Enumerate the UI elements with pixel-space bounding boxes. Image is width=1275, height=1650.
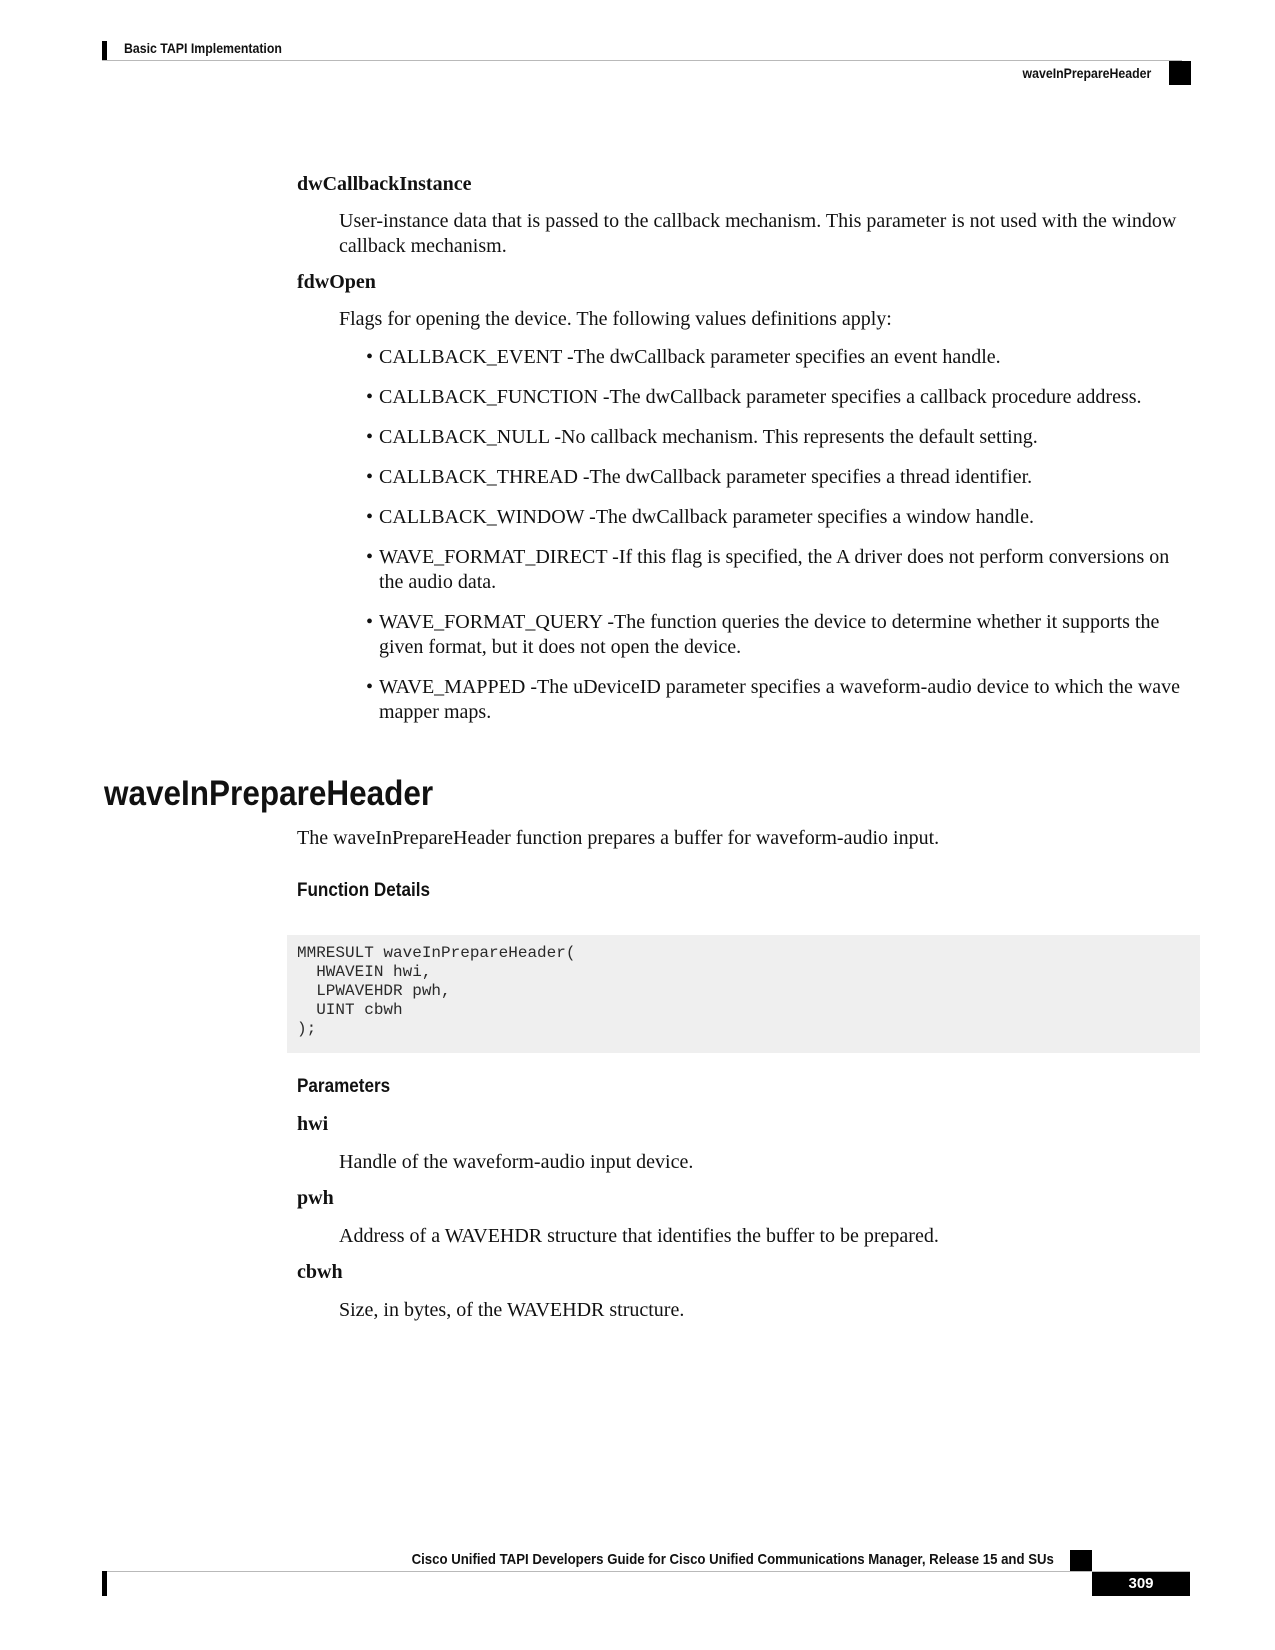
- parameters-heading: Parameters: [297, 1076, 391, 1097]
- function-details-heading: Function Details: [297, 880, 431, 901]
- flag-item: • WAVE_FORMAT_DIRECT -If this flag is specified, the A driver does not perform conversions on the audio data.: [366, 545, 1196, 595]
- header-section-title: waveInPrepareHeader: [1022, 65, 1151, 81]
- header-left-bar: [102, 41, 107, 60]
- section-title: waveInPrepareHeader: [104, 774, 434, 813]
- param-desc-hwi: Handle of the waveform-audio input device.: [339, 1151, 694, 1173]
- header-right-block: [1169, 61, 1191, 85]
- param-name-hwi: hwi: [297, 1113, 329, 1135]
- header-chapter-title: Basic TAPI Implementation: [124, 40, 282, 56]
- param-desc-cbwh: Size, in bytes, of the WAVEHDR structure.: [339, 1299, 685, 1321]
- flag-item: • CALLBACK_NULL -No callback mechanism. This represents the default setting.: [366, 425, 1196, 450]
- flag-item: • CALLBACK_THREAD -The dwCallback parameter specifies a thread identifier.: [366, 465, 1196, 490]
- code-block: [287, 935, 1200, 1053]
- flag-item: • WAVE_FORMAT_QUERY -The function queries the device to determine whether it supports the given format, but it does not open the device.: [366, 610, 1196, 660]
- footer-book-title: Cisco Unified TAPI Developers Guide for Cisco Unified Communications Manager, Release 15 and SUs: [411, 1551, 1054, 1568]
- flag-item: • CALLBACK_WINDOW -The dwCallback parameter specifies a window handle.: [366, 505, 1196, 530]
- section-intro: The waveInPrepareHeader function prepares a buffer for waveform-audio input.: [297, 827, 940, 849]
- param-name-pwh: pwh: [297, 1187, 334, 1209]
- page-number: 309: [1092, 1572, 1190, 1596]
- param-desc-dwcallbackinstance: User-instance data that is passed to the callback mechanism. This parameter is not used with the window callback mechanism.: [339, 210, 1177, 257]
- footer-left-bar: [102, 1571, 107, 1596]
- function-signature-code: MMRESULT waveInPrepareHeader( HWAVEIN hwi, LPWAVEHDR pwh, UINT cbwh );: [297, 944, 576, 1038]
- param-desc-pwh: Address of a WAVEHDR structure that identifies the buffer to be prepared.: [339, 1225, 939, 1247]
- flag-item: • CALLBACK_FUNCTION -The dwCallback parameter specifies a callback procedure address.: [366, 385, 1196, 410]
- param-name-cbwh: cbwh: [297, 1261, 343, 1283]
- header-rule: [102, 60, 1182, 61]
- param-name-dwcallbackinstance: dwCallbackInstance: [297, 173, 472, 195]
- param-desc-fdwopen: Flags for opening the device. The following values definitions apply:: [339, 308, 892, 330]
- flag-item: • WAVE_MAPPED -The uDeviceID parameter specifies a waveform-audio device to which the wave mapper maps.: [366, 675, 1196, 725]
- flag-item: • CALLBACK_EVENT -The dwCallback parameter specifies an event handle.: [366, 345, 1196, 370]
- flag-list: [366, 345, 1196, 740]
- param-name-fdwopen: fdwOpen: [297, 271, 376, 293]
- footer-rule: [102, 1571, 1190, 1572]
- footer-square: [1070, 1550, 1092, 1571]
